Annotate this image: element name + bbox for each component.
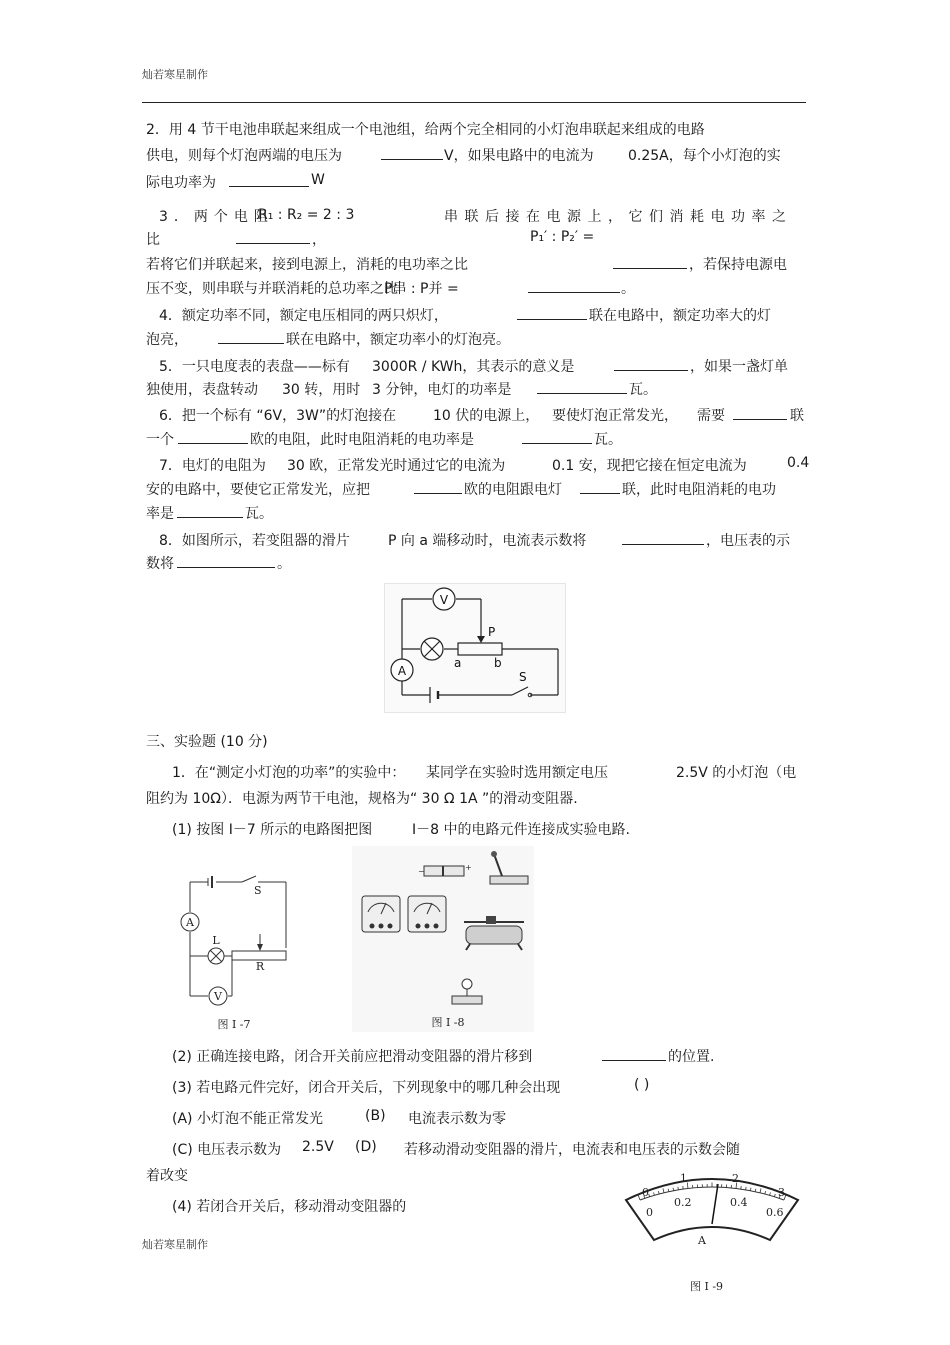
dial-inner-04: 0.4 [730, 1196, 748, 1209]
exp1-part2b: 的位置. [668, 1049, 715, 1065]
q8-line2b: 。 [277, 556, 291, 572]
q7-line2c: 联，此时电阻消耗的电功 [622, 482, 776, 498]
q8-line2a: 数将 [146, 556, 174, 572]
q4-blank-1 [517, 307, 587, 320]
page-header: 灿若寒星制作 [142, 68, 208, 81]
q8-line1c: ，电压表的示 [706, 533, 790, 549]
q8-line1a: 8．如图所示，若变阻器的滑片 [159, 533, 350, 549]
dial-outer-2: 2 [732, 1172, 739, 1185]
dial-tick [673, 1188, 674, 1191]
exp1-line1a: 1．在“测定小灯泡的功率”的实验中： [172, 765, 406, 781]
circuit-label-a: A [397, 664, 407, 678]
q6-blank-resistance [178, 431, 248, 444]
q3-line2a: 比 [146, 232, 160, 248]
exp1-option-d: (D) [355, 1139, 377, 1155]
q6-blank-power [522, 431, 592, 444]
q3-ratio: R₁ : R₂ = 2 : 3 [258, 207, 355, 223]
exp1-line1b: 某同学在实验时选用额定电压 [426, 765, 608, 781]
q2-line1: 2．用 4 节干电池串联起来组成一个电池组，给两个完全相同的小灯泡串联起来组成的电路 [146, 122, 705, 138]
page-footer: 灿若寒星制作 [142, 1238, 208, 1251]
q6-line2b: 欧的电阻，此时电阻消耗的电功率是 [250, 432, 474, 448]
figure-i8-components [352, 846, 534, 1032]
circuit-label-a-end: a [454, 656, 462, 670]
q3-line4b: 。 [621, 281, 635, 297]
q4-blank-2 [218, 331, 284, 344]
q2-blank-power [229, 174, 309, 187]
q3-line2b: ， [312, 232, 326, 248]
dial-inner-02: 0.2 [674, 1196, 692, 1209]
q3-line4a: 压不变，则串联与并联消耗的总功率之比 [146, 281, 398, 297]
q3-blank-total [528, 280, 620, 293]
exp1-option-d-text2: 着改变 [146, 1168, 188, 1184]
fig8-voltmeter [408, 896, 446, 932]
q8-blank-ammeter [622, 532, 704, 545]
exp1-part1a: (1) 按图 I－7 所示的电路图把图 [172, 822, 373, 838]
fig7-label-s: S [254, 884, 262, 897]
q6-blank-connection [733, 407, 787, 420]
q5-blank-power [537, 381, 627, 394]
q5-line1b: 3000R / KWh，其表示的意义是 [372, 359, 575, 375]
q5-line2b: 30 转，用时 [282, 382, 361, 398]
q5-blank-meaning [614, 358, 688, 371]
q3-line1a: 3．两个电阻 [159, 209, 274, 225]
q2-blank-voltage [381, 147, 443, 160]
q7-blank-connection [580, 481, 620, 494]
q6-line1b: 10 伏的电源上， [433, 408, 540, 424]
section3-title: 三、实验题 (10 分) [146, 734, 268, 750]
fig8-caption: 图 I -8 [431, 1016, 465, 1029]
exp1-part1b: I－8 中的电路元件连接成实验电路. [412, 822, 630, 838]
q5-line2a: 独使用，表盘转动 [146, 382, 258, 398]
exp1-line2: 阻约为 10Ω）．电源为两节干电池，规格为“ 30 Ω 1A ”的滑动变阻器. [146, 791, 578, 807]
fig7-slider-arrow-icon [257, 944, 263, 951]
figure-i9-ammeter-dial [620, 1170, 804, 1294]
q6-line2c: 瓦。 [594, 432, 622, 448]
q7-blank-power [177, 505, 243, 518]
fig7-label-v: V [214, 990, 222, 1003]
q7-line1c: 0.1 安，现把它接在恒定电流为 [552, 458, 747, 474]
q4-line1a: 4．额定功率不同，额定电压相同的两只炽灯， [159, 308, 448, 324]
q7-line3b: 瓦。 [245, 506, 273, 522]
fig7-caption: 图 I -7 [217, 1018, 251, 1031]
circuit-label-b-end: b [494, 656, 502, 670]
q4-line1b: 联在电路中，额定功率大的灯 [589, 308, 771, 324]
fig9-caption: 图 I -9 [690, 1280, 724, 1293]
q7-blank-resistance [414, 481, 462, 494]
q5-line1a: 5．一只电度表的表盘——标有 [159, 359, 350, 375]
dial-outer-1: 1 [680, 1172, 687, 1185]
fig7-label-l: L [212, 934, 220, 947]
dial-inner-06: 0.6 [766, 1206, 784, 1219]
dial-tick [750, 1188, 751, 1191]
dial-outer-3: 3 [778, 1186, 785, 1199]
q7-line2b: 欧的电阻跟电灯 [464, 482, 562, 498]
q3-line1b: 串联后接在电源上，它们消耗电功率之 [444, 209, 793, 225]
q7-line3a: 率是 [146, 506, 174, 522]
fig7-switch-symbol [242, 876, 256, 882]
fig7-label-a: A [186, 916, 194, 929]
q4-line2a: 泡亮， [146, 332, 188, 348]
svg-text:−: − [418, 867, 425, 876]
exp1-part3b: ( ) [634, 1077, 650, 1093]
exp1-option-d-text: 若移动滑动变阻器的滑片，电流表和电压表的示数会随 [404, 1142, 740, 1158]
q7-line1a: 7．电灯的电阻为 [159, 458, 266, 474]
exp1-option-a: (A) 小灯泡不能正常发光 [172, 1111, 323, 1127]
exp1-line1c: 2.5V 的小灯泡（电 [676, 765, 797, 781]
dial-inner-0: 0 [646, 1206, 653, 1219]
header-rule [142, 102, 806, 103]
exp1-part2a: (2) 正确连接电路，闭合开关前应把滑动变阻器的滑片移到 [172, 1049, 533, 1065]
circuit-label-s: S [519, 670, 527, 684]
q6-line1d: 需要 [697, 408, 725, 424]
exp1-part4: (4) 若闭合开关后，移动滑动变阻器的 [172, 1199, 407, 1215]
q2-line2a: 供电，则每个灯泡两端的电压为 [146, 148, 342, 164]
q8-blank-voltmeter [177, 555, 275, 568]
q6-line2a: 一个 [146, 432, 174, 448]
q6-line1c: 要使灯泡正常发光， [552, 408, 678, 424]
circuit-label-p: P [488, 625, 496, 639]
dial-unit: A [698, 1234, 706, 1247]
fig8-ammeter [362, 896, 400, 932]
q3-p12-prime: P₁′ : P₂′ = [530, 229, 595, 245]
q2-line2b: V，如果电路中的电流为 [444, 148, 594, 164]
q8-circuit-diagram [384, 583, 566, 713]
exp1-option-c-value: 2.5V [302, 1139, 334, 1155]
exp1-option-b: (B) [365, 1108, 386, 1124]
svg-text:+: + [465, 863, 472, 872]
q2-line3b: W [311, 172, 325, 188]
q3-blank-series [236, 231, 310, 244]
q5-line2c: 3 分钟，电灯的功率是 [372, 382, 512, 398]
q3-line3b: ，若保持电源电 [689, 257, 787, 273]
q3-pratio: P串 : P并 = [384, 281, 459, 297]
fig7-label-r: R [255, 960, 265, 973]
exp1-option-b-text: 电流表示数为零 [408, 1111, 506, 1127]
exp1-blank-position [602, 1048, 666, 1061]
q7-line1d: 0.4 [787, 455, 810, 471]
q4-line2b: 联在电路中，额定功率小的灯泡亮。 [286, 332, 510, 348]
q6-line1e: 联 [790, 408, 804, 424]
exp1-option-c: (C) 电压表示数为 [172, 1142, 282, 1158]
dial-outer-0: 0 [642, 1186, 649, 1199]
q8-line1b: P 向 a 端移动时，电流表示数将 [388, 533, 587, 549]
figure-i7-circuit [176, 846, 300, 1032]
q2-line2c: 0.25A，每个小灯泡的实 [628, 148, 781, 164]
q7-line2a: 安的电路中，要使它正常发光，应把 [146, 482, 370, 498]
q3-blank-parallel [613, 256, 687, 269]
exp1-part3a: (3) 若电路元件完好，闭合开关后，下列现象中的哪几种会出现 [172, 1080, 561, 1096]
q7-line1b: 30 欧，正常发光时通过它的电流为 [287, 458, 506, 474]
circuit-label-v: V [439, 593, 449, 607]
q5-line1c: ，如果一盏灯单 [690, 359, 788, 375]
q2-line3a: 际电功率为 [146, 175, 216, 191]
q6-line1a: 6．把一个标有 “6V，3W”的灯泡接在 [159, 408, 397, 424]
q3-line3a: 若将它们并联起来，接到电源上，消耗的电功率之比 [146, 257, 468, 273]
q5-line2d: 瓦。 [629, 382, 657, 398]
